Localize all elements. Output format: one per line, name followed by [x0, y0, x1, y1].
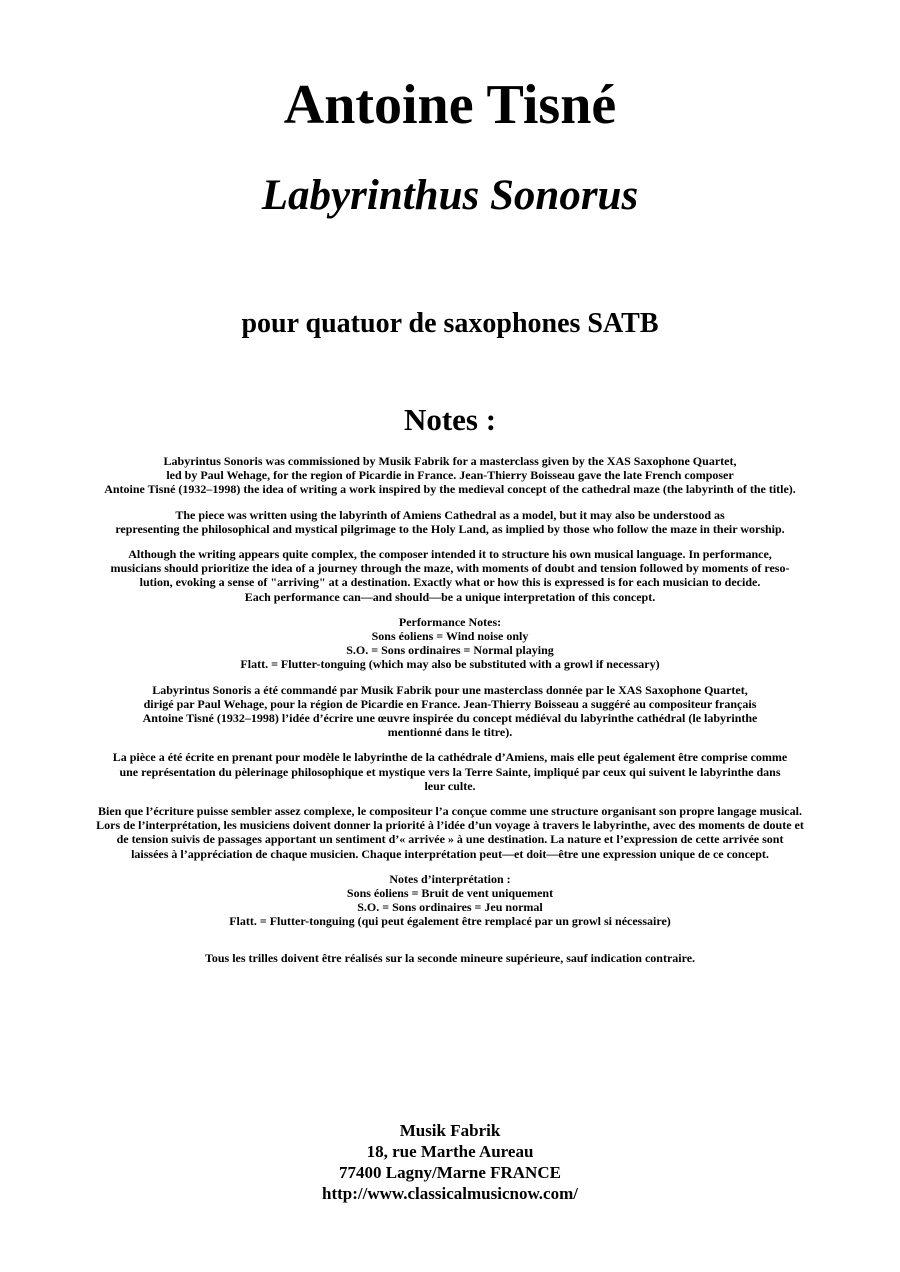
notes-paragraph-en-3 — [0, 547, 900, 604]
text-line: Lors de l’interprétation, les musiciens doivent donner la priorité à l’idée d’un voyage à travers le labyrinthe, avec des moments de doute et — [96, 818, 804, 833]
text-line: Sons éoliens = Bruit de vent uniquement — [346, 886, 554, 901]
notes-body — [0, 454, 900, 976]
text-line: Antoine Tisné (1932–1998) the idea of writing a work inspired by the medieval concept of the cathedral maze (the labyrinth of the title). — [104, 482, 796, 497]
text-line: Flatt. = Flutter-tonguing (which may also be substituted with a growl if necessary) — [240, 657, 660, 672]
performance-notes-en — [0, 615, 900, 672]
publisher-street: 18, rue Marthe Aureau — [366, 1142, 534, 1161]
text-line: La pièce a été écrite en prenant pour modèle le labyrinthe de la cathédrale d’Amiens, mais elle peut également être comprise comme — [112, 750, 788, 765]
text-line: S.O. = Sons ordinaires = Normal playing — [346, 643, 554, 658]
notes-paragraph-fr-2 — [0, 750, 900, 793]
notes-paragraph-en-1 — [0, 454, 900, 497]
publisher-name: Musik Fabrik — [399, 1121, 501, 1140]
text-line: une représentation du pèlerinage philosophique et mystique vers la Terre Sainte, impliqué par ceux qui suivent le labyrinthe dans — [119, 764, 781, 779]
text-line: led by Paul Wehage, for the region of Picardie in France. Jean-Thierry Boisseau gave the late French composer — [166, 468, 734, 483]
text-line: mentionné dans le titre). — [387, 725, 513, 740]
text-line: Sons éoliens = Wind noise only — [371, 629, 529, 644]
text-line: Notes d’interprétation : — [389, 871, 511, 886]
text-line: musicians should prioritize the idea of a journey through the maze, with moments of doubt and tension followed by moments of reso- — [110, 561, 790, 576]
notes-heading: Notes : — [403, 402, 497, 437]
publisher-city: 77400 Lagny/Marne FRANCE — [339, 1163, 561, 1182]
notes-paragraph-fr-1 — [0, 683, 900, 740]
notes-paragraph-fr-3 — [0, 804, 900, 861]
publisher-url: http://www.classicalmusicnow.com/ — [322, 1184, 578, 1203]
composer-name: Antoine Tisné — [283, 74, 617, 136]
work-title: Labyrinthus Sonorus — [261, 172, 639, 219]
publisher-block — [0, 1120, 900, 1204]
text-line: laissées à l’appréciation de chaque musicien. Chaque interprétation peut—et doit—être une expression unique de ce concept. — [131, 846, 769, 861]
text-line: representing the philosophical and mystical pilgrimage to the Holy Land, as implied by those who follow the maze in their worship. — [115, 521, 785, 536]
text-line: de tension suivis de passages apportant un sentiment d’« arrivée » à une destination. La nature et l’expression de cette arrivée sont — [116, 832, 784, 847]
performance-notes-fr — [0, 872, 900, 929]
trill-note — [0, 951, 900, 965]
text-line: Flatt. = Flutter-tonguing (qui peut également être remplacé par un growl si nécessaire) — [229, 914, 671, 929]
text-line: Labyrintus Sonoris a été commandé par Musik Fabrik pour une masterclass donnée par le XAS Saxophone Quartet, — [152, 682, 748, 697]
text-line: Labyrintus Sonoris was commissioned by Musik Fabrik for a masterclass given by the XAS Saxophone Quartet, — [163, 454, 737, 468]
notes-paragraph-en-2 — [0, 508, 900, 536]
text-line: Tous les trilles doivent être réalisés sur la seconde mineure supérieure, sauf indication contraire. — [204, 950, 696, 965]
text-line: Each performance can—and should—be a unique interpretation of this concept. — [244, 589, 656, 604]
text-line: Antoine Tisné (1932–1998) l’idée d’écrire une œuvre inspirée du concept médiéval du labyrinthe cathédral (le labyrinthe — [142, 711, 758, 726]
text-line: The piece was written using the labyrinth of Amiens Cathedral as a model, but it may also be understood as — [175, 507, 725, 522]
text-line: Performance Notes: — [398, 614, 502, 629]
text-line: lution, evoking a sense of "arriving" at a destination. Exactly what or how this is expressed is for each musician to decide. — [139, 575, 761, 590]
text-line: leur culte. — [424, 778, 476, 793]
text-line: S.O. = Sons ordinaires = Jeu normal — [357, 900, 543, 915]
text-line: Although the writing appears quite complex, the composer intended it to structure his own musical language. In performance, — [128, 547, 772, 562]
text-line: Bien que l’écriture puisse sembler assez complexe, le compositeur l’a conçue comme une structure organisant son propre langage musical. — [98, 804, 802, 819]
text-line: dirigé par Paul Wehage, pour la région de Picardie en France. Jean-Thierry Boisseau a suggéré au compositeur français — [143, 696, 757, 711]
instrumentation: pour quatuor de saxophones SATB — [241, 308, 659, 339]
